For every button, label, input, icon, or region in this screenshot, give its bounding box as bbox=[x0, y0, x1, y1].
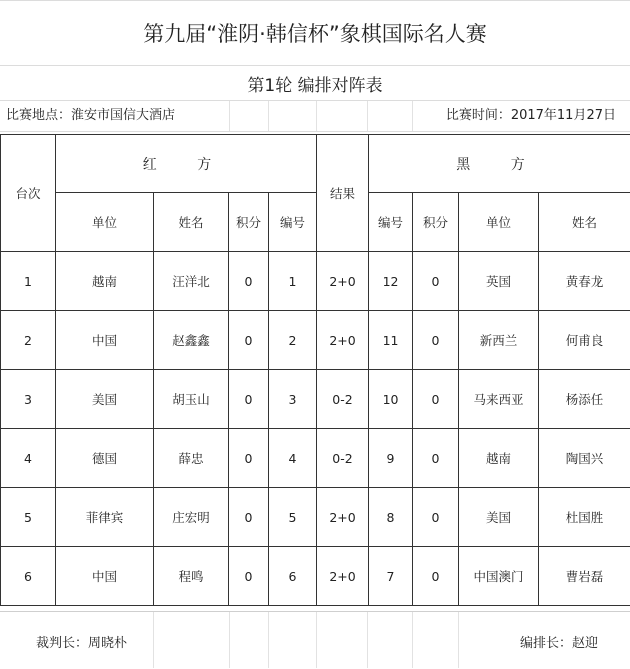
header-red-number: 编号 bbox=[269, 193, 317, 252]
cell-black-points: 0 bbox=[413, 252, 459, 311]
cell-red-name: 赵鑫鑫 bbox=[154, 311, 229, 370]
cell-table-no: 2 bbox=[1, 311, 56, 370]
cell-black-number: 10 bbox=[369, 370, 413, 429]
cell-red-number: 6 bbox=[269, 547, 317, 606]
cell-black-name: 杜国胜 bbox=[539, 488, 630, 547]
header-black-unit: 单位 bbox=[459, 193, 539, 252]
cell-red-points: 0 bbox=[229, 547, 269, 606]
table-row bbox=[1, 429, 630, 488]
cell-red-unit: 中国 bbox=[56, 547, 154, 606]
info-row bbox=[0, 101, 630, 132]
cell-black-points: 0 bbox=[413, 547, 459, 606]
cell-red-points: 0 bbox=[229, 429, 269, 488]
grid-divider bbox=[153, 612, 154, 668]
grid-divider bbox=[316, 612, 317, 668]
cell-black-unit: 英国 bbox=[459, 252, 539, 311]
header-row-2 bbox=[1, 193, 630, 252]
header-black-number: 编号 bbox=[369, 193, 413, 252]
cell-black-unit: 中国澳门 bbox=[459, 547, 539, 606]
cell-black-points: 0 bbox=[413, 311, 459, 370]
grid-divider bbox=[316, 101, 317, 131]
cell-black-unit: 美国 bbox=[459, 488, 539, 547]
cell-red-points: 0 bbox=[229, 252, 269, 311]
time-label: 比赛时间：2017年11月27日 bbox=[445, 108, 616, 123]
table-row bbox=[1, 311, 630, 370]
header-black-name: 姓名 bbox=[539, 193, 630, 252]
cell-red-name: 胡玉山 bbox=[154, 370, 229, 429]
cell-red-number: 3 bbox=[269, 370, 317, 429]
cell-table-no: 4 bbox=[1, 429, 56, 488]
cell-black-number: 11 bbox=[369, 311, 413, 370]
grid-divider bbox=[458, 612, 459, 668]
cell-black-name: 何甫良 bbox=[539, 311, 630, 370]
cell-black-unit: 新西兰 bbox=[459, 311, 539, 370]
cell-result: 2+0 bbox=[317, 488, 369, 547]
header-result: 结果 bbox=[317, 135, 369, 252]
table-row bbox=[1, 252, 630, 311]
cell-black-number: 7 bbox=[369, 547, 413, 606]
arranger-label: 编排长：赵迎 bbox=[520, 636, 599, 651]
venue-label: 比赛地点：淮安市国信大酒店 bbox=[6, 108, 176, 123]
cell-red-name: 程鸣 bbox=[154, 547, 229, 606]
cell-red-unit: 德国 bbox=[56, 429, 154, 488]
header-black-points: 积分 bbox=[413, 193, 459, 252]
cell-black-name: 陶国兴 bbox=[539, 429, 630, 488]
cell-red-number: 5 bbox=[269, 488, 317, 547]
cell-black-unit: 马来西亚 bbox=[459, 370, 539, 429]
cell-black-points: 0 bbox=[413, 429, 459, 488]
cell-red-name: 薛忠 bbox=[154, 429, 229, 488]
cell-result: 2+0 bbox=[317, 547, 369, 606]
table-row bbox=[1, 370, 630, 429]
cell-result: 2+0 bbox=[317, 311, 369, 370]
cell-red-number: 2 bbox=[269, 311, 317, 370]
cell-red-unit: 美国 bbox=[56, 370, 154, 429]
cell-red-name: 庄宏明 bbox=[154, 488, 229, 547]
cell-red-unit: 菲律宾 bbox=[56, 488, 154, 547]
cell-table-no: 6 bbox=[1, 547, 56, 606]
cell-black-points: 0 bbox=[413, 488, 459, 547]
grid-divider bbox=[412, 612, 413, 668]
cell-black-number: 9 bbox=[369, 429, 413, 488]
cell-black-name: 黄春龙 bbox=[539, 252, 630, 311]
grid-divider bbox=[412, 101, 413, 131]
header-table-no: 台次 bbox=[1, 135, 56, 252]
cell-red-points: 0 bbox=[229, 311, 269, 370]
footer bbox=[0, 611, 630, 668]
header-row-1 bbox=[1, 135, 630, 193]
grid-divider bbox=[367, 612, 368, 668]
cell-result: 2+0 bbox=[317, 252, 369, 311]
grid-divider bbox=[268, 101, 269, 131]
cell-table-no: 5 bbox=[1, 488, 56, 547]
cell-red-points: 0 bbox=[229, 488, 269, 547]
cell-result: 0-2 bbox=[317, 370, 369, 429]
referee-label: 裁判长：周晓朴 bbox=[36, 636, 128, 651]
cell-result: 0-2 bbox=[317, 429, 369, 488]
grid-divider bbox=[367, 101, 368, 131]
cell-black-name: 曹岩磊 bbox=[539, 547, 630, 606]
cell-red-number: 1 bbox=[269, 252, 317, 311]
cell-red-number: 4 bbox=[269, 429, 317, 488]
header-black-side: 黑 方 bbox=[369, 135, 630, 193]
header-red-side: 红 方 bbox=[56, 135, 317, 193]
cell-table-no: 1 bbox=[1, 252, 56, 311]
cell-black-unit: 越南 bbox=[459, 429, 539, 488]
pairing-table bbox=[0, 134, 630, 606]
page-title: 第九届“淮阴·韩信杯”象棋国际名人赛 bbox=[0, 0, 630, 66]
cell-black-points: 0 bbox=[413, 370, 459, 429]
header-red-unit: 单位 bbox=[56, 193, 154, 252]
cell-red-unit: 中国 bbox=[56, 311, 154, 370]
cell-black-number: 8 bbox=[369, 488, 413, 547]
cell-red-name: 汪洋北 bbox=[154, 252, 229, 311]
cell-table-no: 3 bbox=[1, 370, 56, 429]
cell-red-unit: 越南 bbox=[56, 252, 154, 311]
grid-divider bbox=[229, 101, 230, 131]
grid-divider bbox=[268, 612, 269, 668]
cell-red-points: 0 bbox=[229, 370, 269, 429]
header-red-name: 姓名 bbox=[154, 193, 229, 252]
table-row bbox=[1, 488, 630, 547]
header-red-points: 积分 bbox=[229, 193, 269, 252]
round-title: 第1轮 编排对阵表 bbox=[0, 66, 630, 101]
grid-divider bbox=[229, 612, 230, 668]
table-row bbox=[1, 547, 630, 606]
cell-black-number: 12 bbox=[369, 252, 413, 311]
cell-black-name: 杨添任 bbox=[539, 370, 630, 429]
